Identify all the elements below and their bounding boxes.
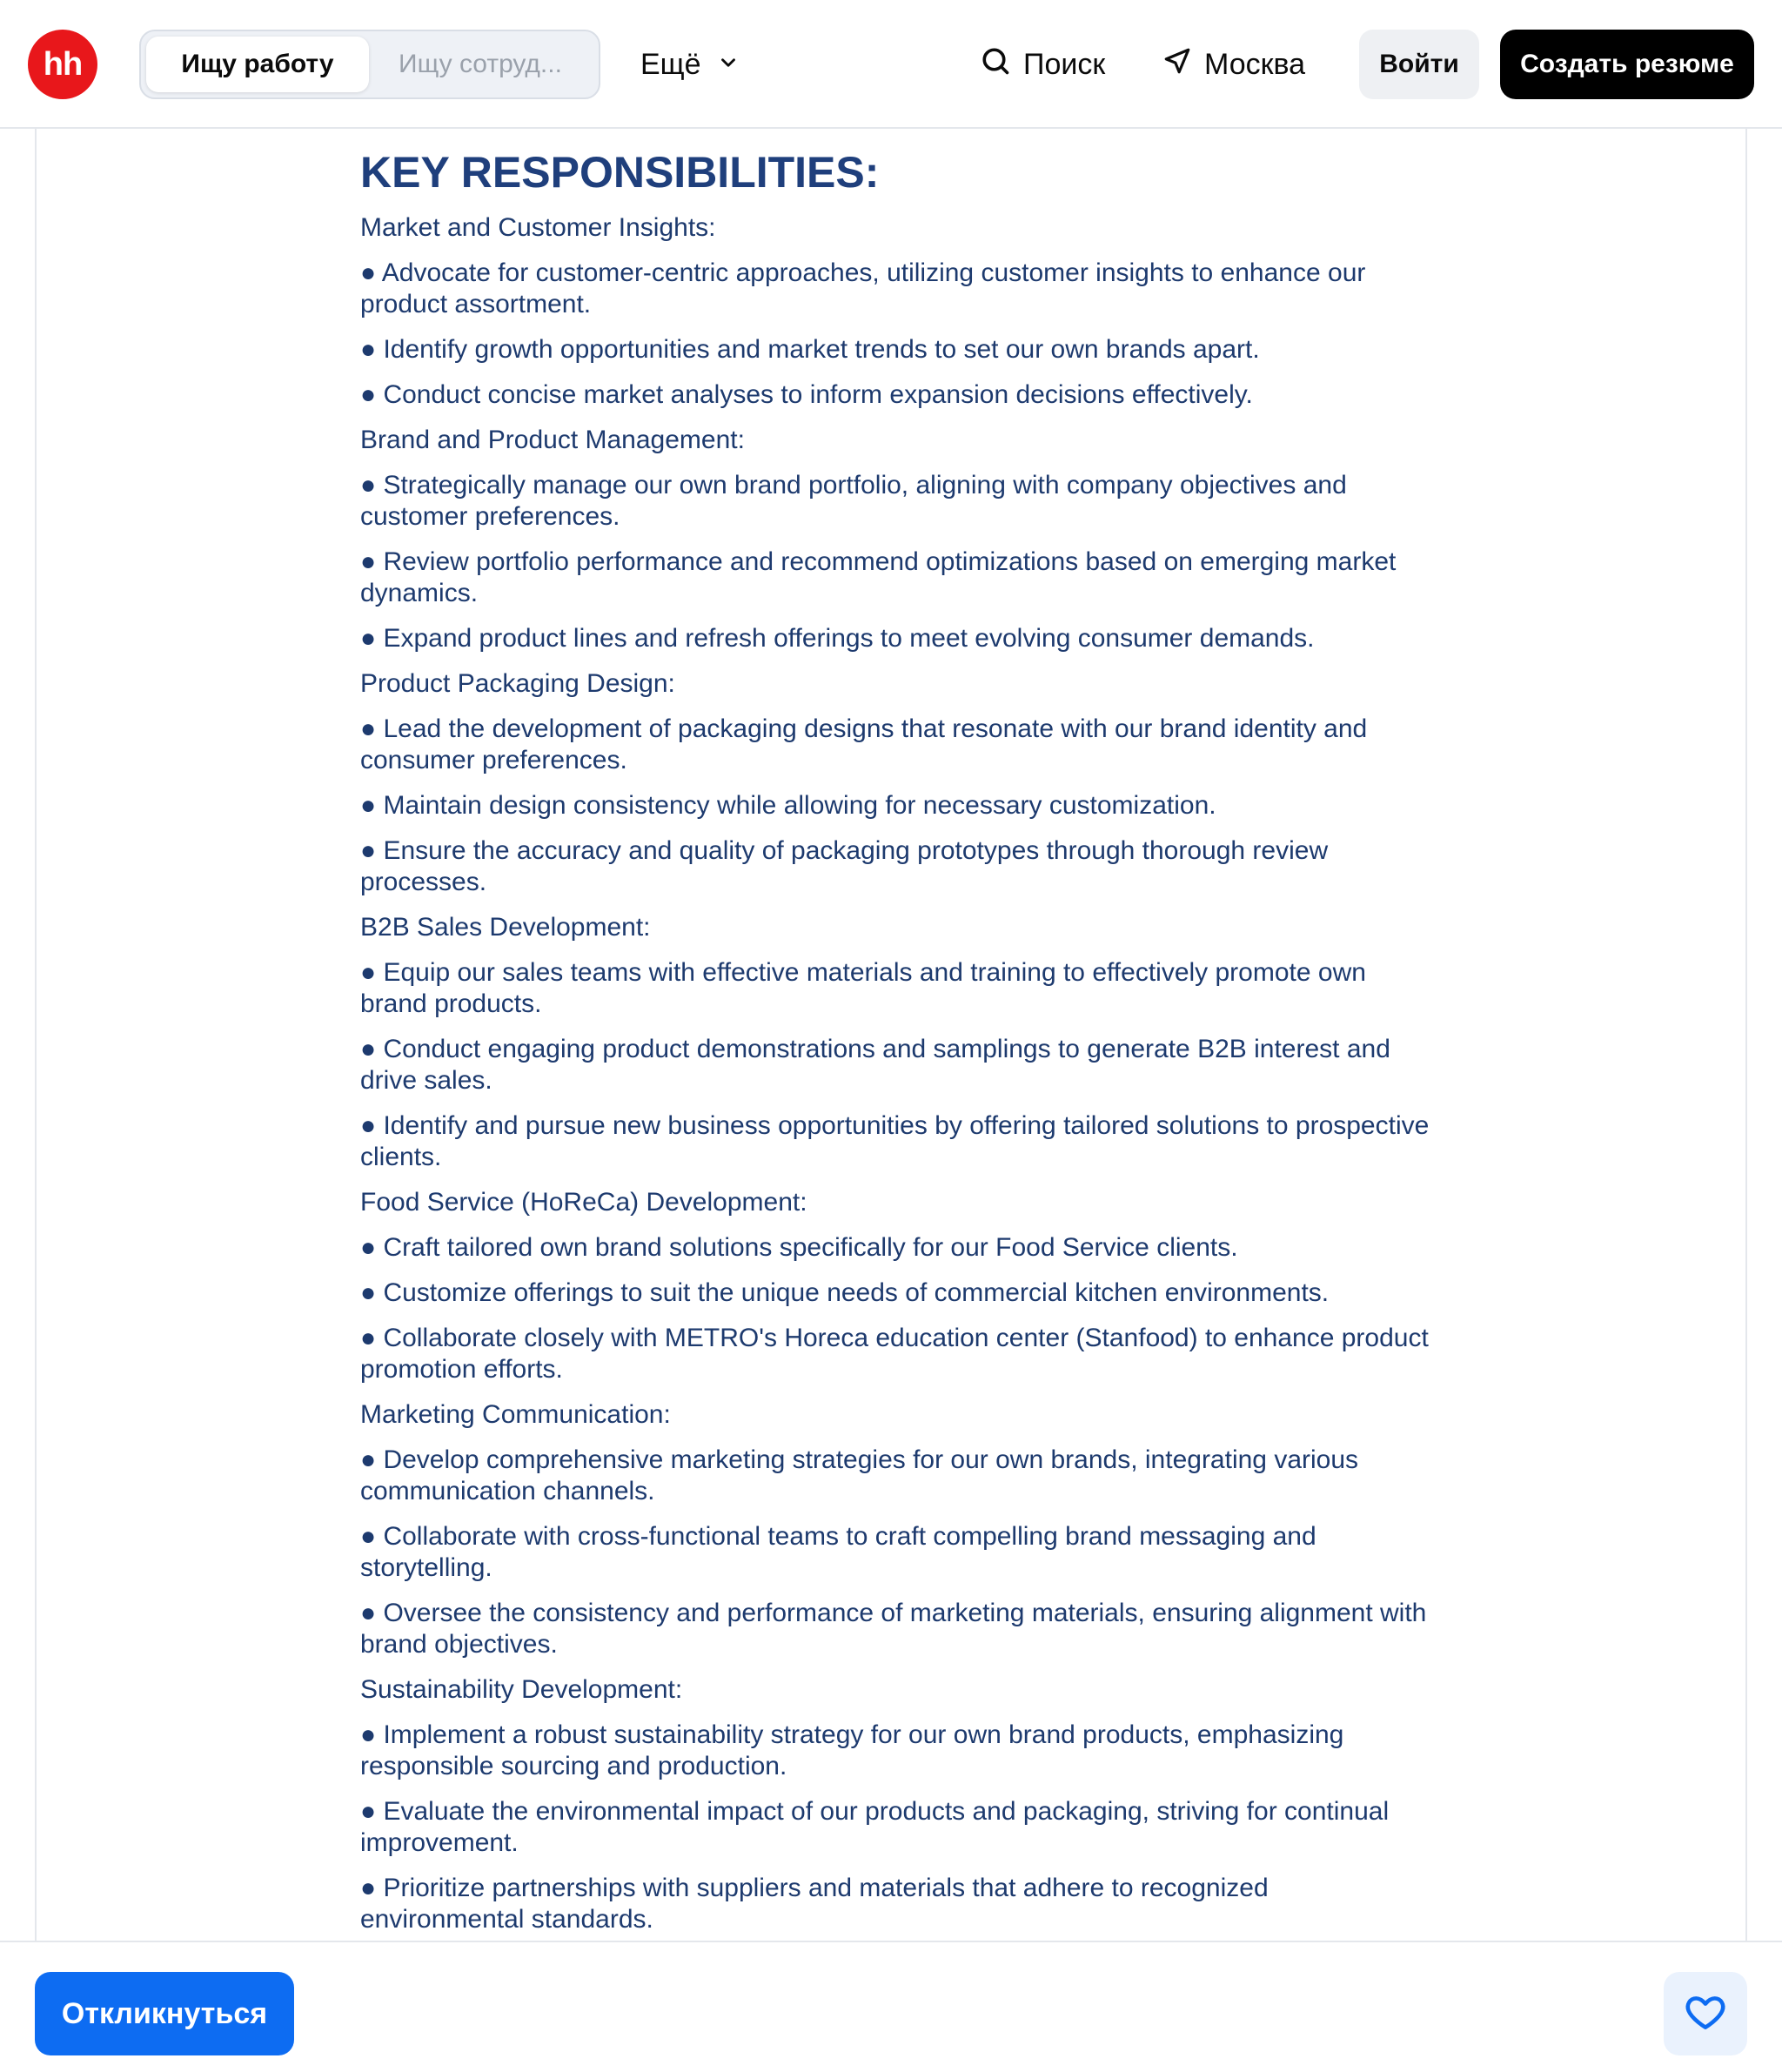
subsection-title: Brand and Product Management: — [360, 426, 745, 454]
subsection-title: Product Packaging Design: — [360, 669, 675, 698]
bullet-item: ● Expand product lines and refresh offerings to meet evolving consumer demands. — [360, 624, 1315, 653]
search-label: Поиск — [1023, 47, 1106, 81]
bottom-action-bar — [0, 1941, 1782, 2072]
logo-text: hh — [43, 45, 83, 83]
bullet-item: ● Ensure the accuracy and quality of packaging prototypes through thorough review processes. — [360, 836, 1329, 896]
more-menu-button[interactable] — [640, 38, 740, 91]
bullet-item: ● Maintain design consistency while allowing for necessary customization. — [360, 791, 1216, 820]
bullet-item: ● Oversee the consistency and performance of marketing materials, ensuring alignment with brand objectives. — [360, 1599, 1427, 1659]
role-switcher — [139, 30, 600, 99]
hh-logo[interactable] — [28, 30, 97, 99]
bullet-item: ● Conduct engaging product demonstrations and samplings to generate B2B interest and drive sales. — [360, 1035, 1390, 1095]
location-arrow-icon — [1162, 46, 1192, 84]
login-label: Войти — [1379, 50, 1459, 78]
tab-employer-label: Ищу сотруд... — [399, 50, 562, 78]
bullet-item: ● Customize offerings to suit the unique needs of commercial kitchen environments. — [360, 1278, 1330, 1307]
bullet-item: ● Strategically manage our own brand portfolio, aligning with company objectives and customer preferences. — [360, 471, 1347, 531]
bullet-item: ● Develop comprehensive marketing strategies for our own brands, integrating various communication channels. — [360, 1445, 1359, 1505]
search-button[interactable] — [980, 38, 1105, 91]
chevron-down-icon — [717, 48, 740, 82]
subsection-title: B2B Sales Development: — [360, 913, 651, 942]
subsection-title: Food Service (HoReCa) Development: — [360, 1188, 807, 1217]
tab-employer[interactable] — [369, 37, 592, 92]
section-heading: KEY RESPONSIBILITIES: — [360, 148, 880, 197]
bullet-item: ● Evaluate the environmental impact of our products and packaging, striving for continual improvement. — [360, 1797, 1390, 1857]
bullet-item: ● Conduct concise market analyses to inform expansion decisions effectively. — [360, 380, 1253, 409]
vacancy-description — [360, 144, 1430, 1949]
search-icon — [980, 45, 1011, 84]
subsection-title: Market and Customer Insights: — [360, 213, 716, 242]
apply-button[interactable] — [35, 1972, 294, 2055]
bullet-item: ● Identify and pursue new business opportunities by offering tailored solutions to prospective clients. — [360, 1111, 1430, 1171]
apply-label: Откликнуться — [61, 1996, 268, 2030]
subsection-title: Marketing Communication: — [360, 1400, 671, 1429]
top-header — [0, 0, 1782, 129]
bullet-item: ● Prioritize partnerships with suppliers and materials that adhere to recognized environmental standards. — [360, 1874, 1269, 1934]
favorite-button[interactable] — [1664, 1972, 1747, 2055]
subsection-title: Sustainability Development: — [360, 1675, 683, 1704]
bullet-item: ● Review portfolio performance and recommend optimizations based on emerging market dynamics. — [360, 547, 1397, 607]
description-lines — [360, 212, 1430, 1935]
tab-job-seeker[interactable] — [146, 37, 369, 92]
heart-icon — [1684, 1990, 1727, 2038]
bullet-item: ● Advocate for customer-centric approaches, utilizing customer insights to enhance our product assortment. — [360, 258, 1366, 319]
more-menu-label: Ещё — [640, 47, 701, 81]
bullet-item: ● Lead the development of packaging designs that resonate with our brand identity and consumer preferences. — [360, 714, 1368, 774]
login-button[interactable] — [1359, 30, 1479, 99]
bullet-item: ● Identify growth opportunities and market trends to set our own brands apart. — [360, 335, 1260, 364]
location-button[interactable] — [1162, 38, 1305, 91]
bullet-item: ● Implement a robust sustainability strategy for our own brand products, emphasizing responsible sourcing and production. — [360, 1720, 1344, 1780]
bullet-item: ● Collaborate with cross-functional teams to craft compelling brand messaging and storytelling. — [360, 1522, 1316, 1582]
bullet-item: ● Craft tailored own brand solutions specifically for our Food Service clients. — [360, 1233, 1238, 1262]
location-label: Москва — [1204, 47, 1306, 81]
create-resume-button[interactable] — [1500, 30, 1754, 99]
bullet-item: ● Equip our sales teams with effective materials and training to effectively promote own brand products. — [360, 958, 1366, 1018]
tab-job-seeker-label: Ищу работу — [181, 50, 334, 78]
bullet-item: ● Collaborate closely with METRO's Horeca education center (Stanfood) to enhance product promotion efforts. — [360, 1324, 1429, 1384]
create-resume-label: Создать резюме — [1520, 50, 1734, 78]
